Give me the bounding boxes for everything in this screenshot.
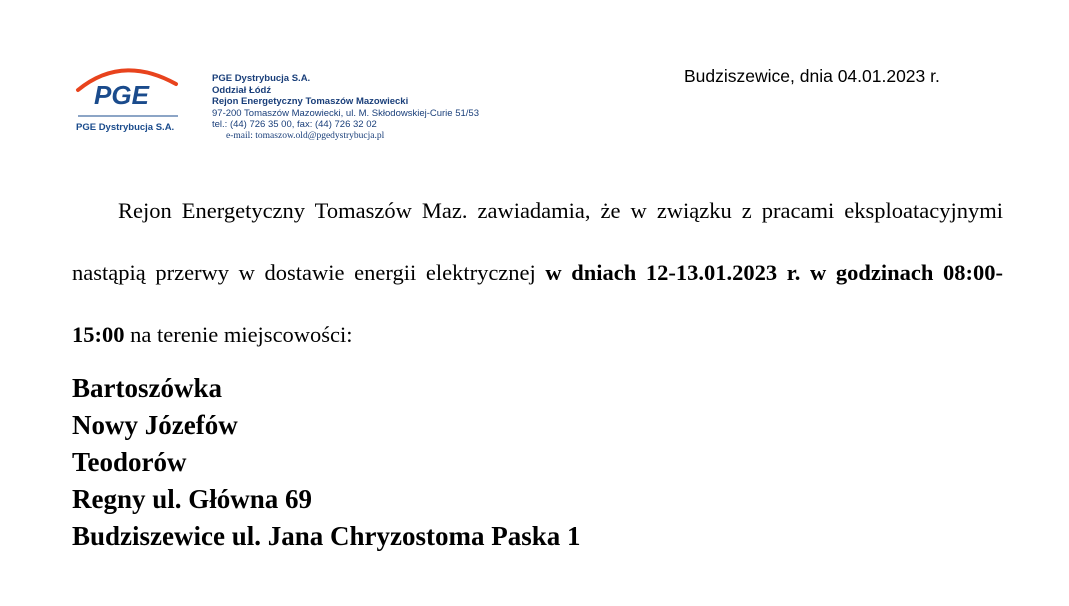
notice-dates-hours: w dniach 12-13.01.2023 r. w godzinach 08:00-15:00 — [72, 260, 1003, 347]
location-item: Budziszewice ul. Jana Chryzostoma Paska 1 — [72, 521, 581, 551]
sender-address: 97-200 Tomaszów Mazowiecki, ul. M. Skłodowskiej-Curie 51/53 — [212, 107, 479, 119]
notice-paragraph — [72, 180, 1003, 366]
sender-company: PGE Dystrybucja S.A. — [212, 73, 311, 84]
location-item: Teodorów — [72, 447, 187, 477]
pge-logo — [72, 60, 184, 138]
logo-caption: PGE Dystrybucja S.A. — [76, 122, 175, 133]
pge-logo-text: PGE — [94, 80, 149, 110]
pge-logo-mark — [72, 60, 184, 120]
sender-phone: tel.: (44) 726 35 00, fax: (44) 726 32 02 — [212, 119, 377, 130]
locations-list — [72, 370, 581, 555]
sender-region: Rejon Energetyczny Tomaszów Mazowiecki — [212, 96, 409, 107]
sender-email: e-mail: tomaszow.old@pgedystrybucja.pl — [226, 130, 385, 141]
sender-block — [212, 73, 479, 142]
location-item: Bartoszówka — [72, 373, 222, 403]
location-item: Nowy Józefów — [72, 410, 238, 440]
location-item: Regny ul. Główna 69 — [72, 484, 313, 514]
place-date: Budziszewice, dnia 04.01.2023 r. — [684, 66, 940, 86]
notice-text-2: na terenie miejscowości: — [124, 322, 353, 347]
sender-branch: Oddział Łódź — [212, 84, 272, 96]
notice-text-1: Rejon Energetyczny Tomaszów Maz. zawiadamia, że w związku z pracami eksploatacyjnymi nastąpią przerwy w dostawie energii elektrycznej — [72, 198, 1003, 285]
